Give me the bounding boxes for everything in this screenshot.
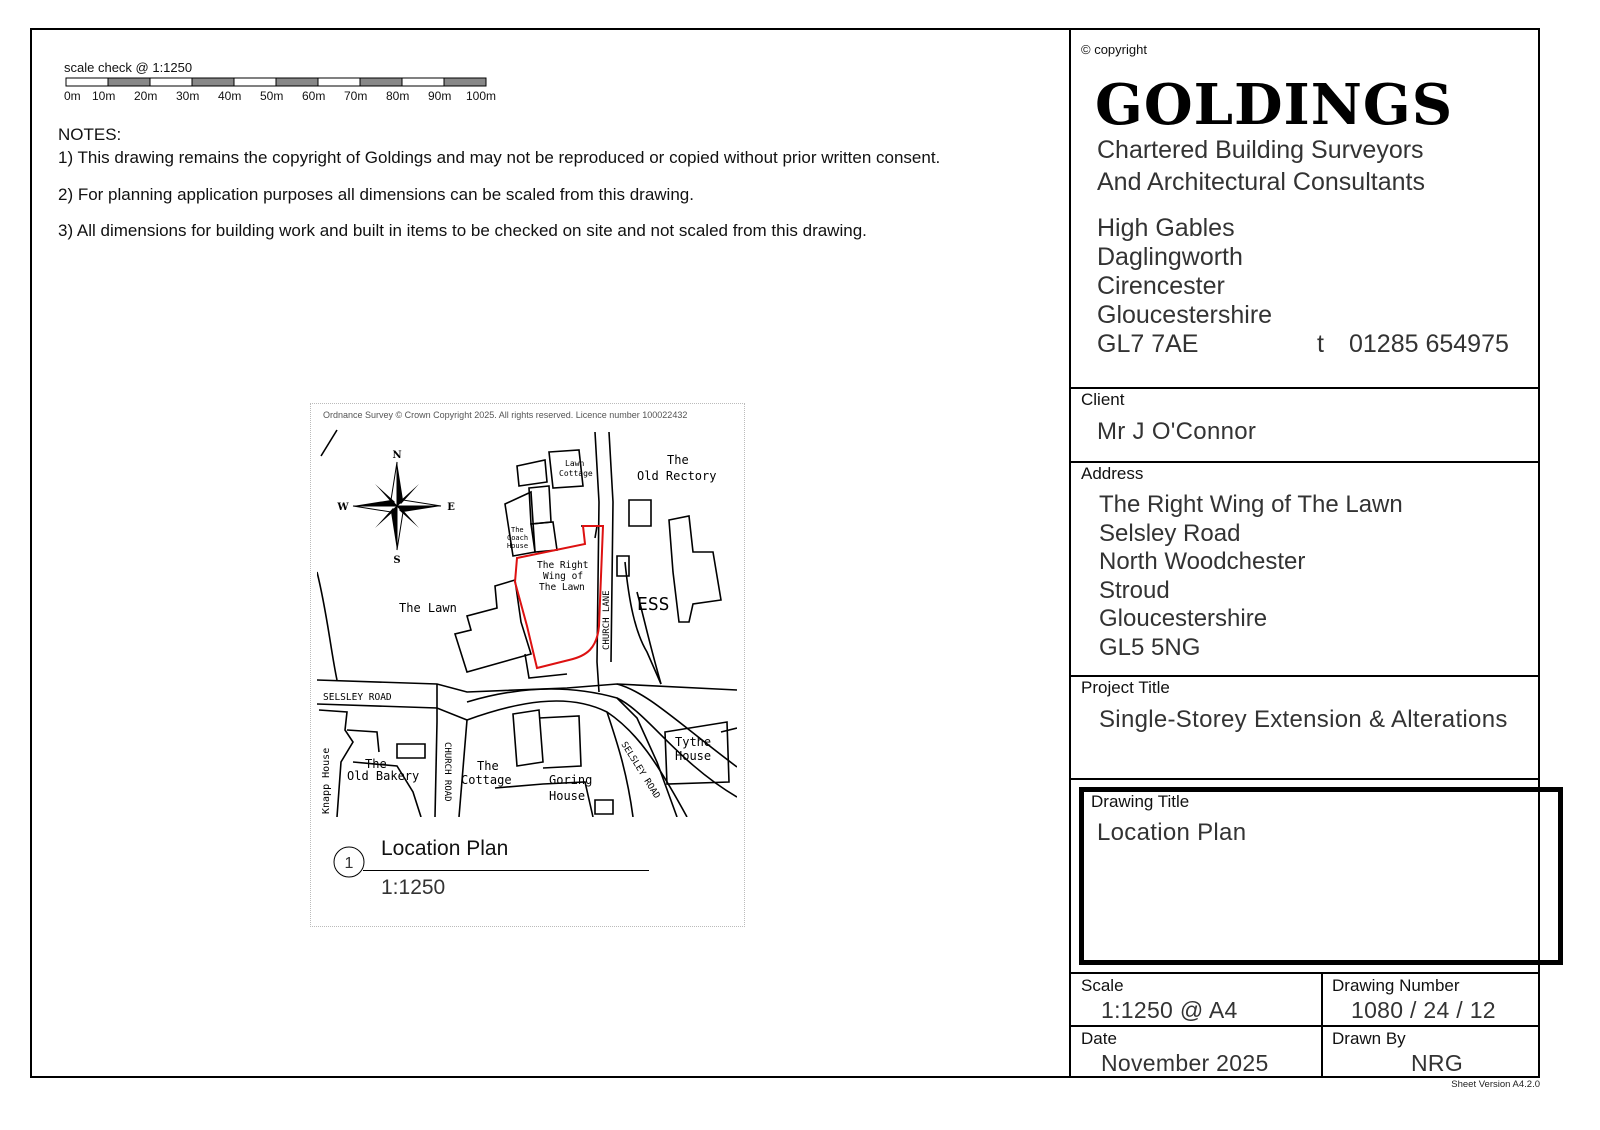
map-label: Lawn bbox=[565, 459, 585, 468]
note-item: 3) All dimensions for building work and built in items to be checked on site and not scaled from this drawing. bbox=[58, 220, 867, 240]
map-label: The Right bbox=[537, 560, 589, 571]
date-label: Date bbox=[1081, 1029, 1117, 1048]
map-label: The bbox=[365, 757, 387, 771]
divider bbox=[1071, 675, 1540, 677]
site-address bbox=[1099, 491, 1403, 662]
scale-tick: 90m bbox=[428, 89, 452, 103]
map-label: Cottage bbox=[559, 469, 593, 478]
scale-tick: 70m bbox=[344, 89, 368, 103]
site-address-line: The Right Wing of The Lawn bbox=[1099, 491, 1403, 518]
date-value: November 2025 bbox=[1101, 1050, 1269, 1076]
map-label: The Lawn bbox=[539, 582, 585, 593]
scale-tick: 50m bbox=[260, 89, 284, 103]
phone-prefix: t bbox=[1317, 330, 1324, 358]
company-address bbox=[1097, 214, 1272, 359]
address-line: Daglingworth bbox=[1097, 243, 1243, 271]
drawn-by-label: Drawn By bbox=[1332, 1029, 1406, 1048]
address-line: Cirencester bbox=[1097, 272, 1225, 300]
drawing-title-label: Drawing Title bbox=[1091, 792, 1190, 811]
map-label: Coach bbox=[507, 534, 529, 542]
project-label: Project Title bbox=[1081, 678, 1170, 697]
divider bbox=[1071, 1025, 1540, 1027]
title-block bbox=[1069, 30, 1540, 1076]
drawing-title-box bbox=[1079, 787, 1563, 965]
scale-tick: 100m bbox=[466, 89, 497, 103]
scale-tick: 40m bbox=[218, 89, 242, 103]
scale-bar bbox=[64, 76, 524, 106]
compass-s: S bbox=[393, 555, 401, 566]
map-label: SELSLEY ROAD bbox=[323, 692, 392, 703]
divider bbox=[1071, 972, 1540, 974]
divider bbox=[1071, 778, 1540, 780]
company-name: GOLDINGS bbox=[1095, 72, 1454, 138]
scale-tick: 10m bbox=[92, 89, 116, 103]
map-label: Old Rectory bbox=[637, 469, 717, 483]
notes bbox=[58, 124, 1038, 256]
os-credit: Ordnance Survey © Crown Copyright 2025. All rights reserved. Licence number 100022432 bbox=[323, 410, 688, 420]
drawing-title-value: Location Plan bbox=[1097, 819, 1247, 846]
map-label: House bbox=[507, 542, 529, 550]
client-label: Client bbox=[1081, 390, 1125, 409]
map-label: Tythe bbox=[675, 735, 712, 749]
compass-n: N bbox=[392, 450, 402, 461]
scale-check-label: scale check @ 1:1250 bbox=[64, 60, 193, 75]
drawing-number-label: Drawing Number bbox=[1332, 976, 1460, 995]
note-item: 1) This drawing remains the copyright of Goldings and may not be reproduced or copied without prior written consent. bbox=[58, 148, 941, 168]
site-address-line: Gloucestershire bbox=[1099, 605, 1268, 632]
view-title-marker bbox=[331, 844, 367, 880]
map-label: House bbox=[549, 789, 586, 803]
note-item: 2) For planning application purposes all dimensions can be scaled from this drawing. bbox=[58, 184, 694, 204]
compass-e: E bbox=[447, 502, 455, 513]
company-subtitle: And Architectural Consultants bbox=[1097, 168, 1425, 196]
site-address-line: Stroud bbox=[1099, 576, 1170, 604]
map-label: CHURCH ROAD bbox=[442, 742, 452, 802]
phone-number: 01285 654975 bbox=[1349, 330, 1509, 358]
scale-label: Scale bbox=[1081, 976, 1124, 995]
view-number: 1 bbox=[344, 855, 354, 872]
vertical-divider bbox=[1321, 972, 1323, 1076]
copyright: © copyright bbox=[1081, 42, 1147, 57]
drawing-frame bbox=[30, 28, 1540, 1078]
north-arrow-icon bbox=[336, 450, 455, 566]
view-title-underline bbox=[363, 870, 649, 871]
site-address-line: GL5 5NG bbox=[1099, 633, 1201, 661]
sheet-version: Sheet Version A4.2.0 bbox=[1451, 1079, 1540, 1090]
map-label: ESS bbox=[637, 594, 670, 615]
map-label: The bbox=[667, 453, 689, 467]
drawn-by-value: NRG bbox=[1411, 1050, 1464, 1076]
map-label: Old Bakery bbox=[347, 769, 420, 783]
map-label: The Lawn bbox=[399, 601, 457, 615]
map-label: SELSLEY ROAD bbox=[618, 740, 662, 801]
view-title: Location Plan bbox=[381, 837, 509, 860]
project-value: Single-Storey Extension & Alterations bbox=[1099, 706, 1508, 733]
location-plan-viewport bbox=[310, 403, 745, 927]
drawing-number-value: 1080 / 24 / 12 bbox=[1351, 997, 1496, 1023]
address-line: Gloucestershire bbox=[1097, 301, 1273, 329]
scale-value: 1:1250 @ A4 bbox=[1101, 997, 1238, 1023]
scale-tick: 60m bbox=[302, 89, 326, 103]
address-line: High Gables bbox=[1097, 214, 1235, 242]
map-label: Wing of bbox=[543, 571, 584, 582]
notes-heading: NOTES: bbox=[58, 125, 122, 144]
map-label: Cottage bbox=[461, 773, 512, 787]
map-label: House bbox=[675, 749, 712, 763]
view-scale: 1:1250 bbox=[381, 876, 446, 899]
map-label: CHURCH LANE bbox=[602, 590, 612, 650]
address-line: GL7 7AE bbox=[1097, 330, 1199, 358]
company-subtitle: Chartered Building Surveyors bbox=[1097, 136, 1424, 164]
scale-tick: 20m bbox=[134, 89, 158, 103]
map-label: The bbox=[511, 526, 524, 534]
divider bbox=[1071, 461, 1540, 463]
compass-w: W bbox=[337, 502, 349, 513]
site-address-line: Selsley Road bbox=[1099, 519, 1241, 547]
scale-tick: 80m bbox=[386, 89, 410, 103]
site-address-line: North Woodchester bbox=[1099, 548, 1306, 575]
divider bbox=[1071, 387, 1540, 389]
location-map bbox=[317, 422, 737, 817]
scale-tick: 0m bbox=[64, 89, 81, 103]
address-label: Address bbox=[1081, 464, 1144, 483]
map-label: The bbox=[477, 759, 499, 773]
map-label: Knapp House bbox=[321, 747, 332, 814]
map-label: Goring bbox=[549, 773, 593, 787]
scale-tick: 30m bbox=[176, 89, 200, 103]
client-value: Mr J O'Connor bbox=[1097, 418, 1257, 445]
